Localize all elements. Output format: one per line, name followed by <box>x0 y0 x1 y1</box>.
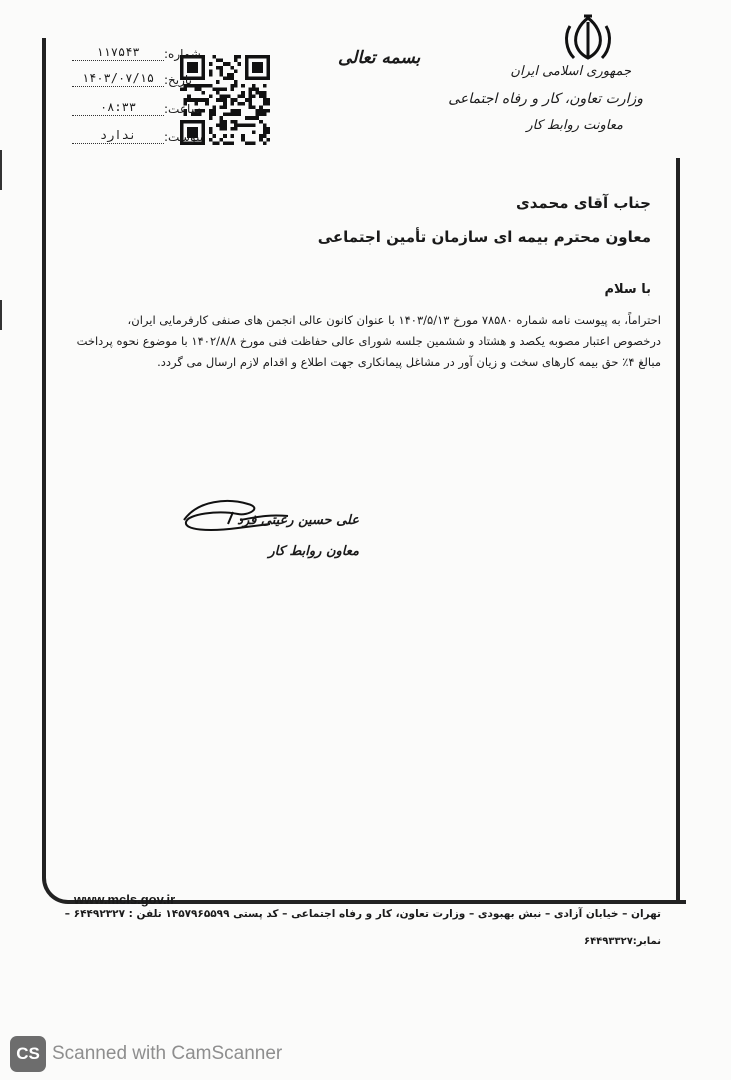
ministry-line-1: جمهوری اسلامی ایران <box>510 64 631 79</box>
footer-fax: نمابر:۶۴۴۹۳۳۲۷ <box>583 936 661 947</box>
addressee-name: جناب آقای محمدی <box>516 194 651 212</box>
website-link[interactable]: www.mcls.gov.ir <box>74 892 176 907</box>
page-border-right <box>676 158 680 902</box>
letter-body <box>76 310 661 373</box>
addressee-title: معاون محترم بیمه ای سازمان تأمین اجتماعی <box>317 228 651 246</box>
bismillah-heading: بسمه تعالی <box>338 48 421 68</box>
time-value: ۰۸:۳۳ <box>72 100 164 116</box>
number-value: ۱۱۷۵۴۳ <box>72 45 164 61</box>
meta-date <box>72 71 192 87</box>
meta-number <box>72 45 201 61</box>
camscanner-logo: CS <box>10 1036 46 1072</box>
date-label: تاریخ: <box>164 73 192 87</box>
body-line-2: درخصوص اعتبار مصوبه یکصد و هشتاد و ششمین جلسه شورای عالی حفاظت فنی مورخ ۱۴۰۲/۸/۸ با موضوع نحوه پرداخت <box>76 334 661 348</box>
body-line-3: مبالغ ۴٪ حق بیمه کارهای سخت و زیان آور در مشاغل پیمانکاری جهت اطلاع و اقدام لازم ارسال می گردد. <box>157 355 661 369</box>
scan-edge-mark <box>0 300 2 330</box>
number-label: شماره: <box>164 47 201 61</box>
time-label: ساعت: <box>164 102 201 116</box>
meta-time <box>72 100 201 116</box>
signer-name: علی حسین رعیتی فرد <box>237 513 359 528</box>
attachment-label: پیوست: <box>164 130 204 144</box>
page-border <box>42 38 686 904</box>
scan-edge-mark <box>0 150 2 190</box>
attachment-value: ندارد <box>72 128 164 144</box>
date-value: ۱۴۰۳/۰۷/۱۵ <box>72 71 164 87</box>
greeting: با سلام <box>604 282 651 297</box>
ministry-line-3: معاونت روابط کار <box>526 118 623 133</box>
meta-attachment <box>72 128 203 144</box>
body-line-1: احتراماً، به پیوست نامه شماره ۷۸۵۸۰ مورخ ۱۴۰۳/۵/۱۳ با عنوان کانون عالی انجمن های صنفی کارفرمایی ایران، <box>127 313 661 327</box>
footer-address: تهران – خیابان آزادی – نبش بهبودی – وزارت تعاون، کار و رفاه اجتماعی – کد پستی ۱۴۵۷۹۶۵۵۹۹ تلفن : ۶۴۴۹۲۳۲۷ – <box>64 908 661 920</box>
camscanner-watermark: Scanned with CamScanner <box>52 1043 283 1064</box>
signer-title: معاون روابط کار <box>268 544 359 559</box>
ministry-line-2: وزارت تعاون، کار و رفاه اجتماعی <box>448 91 643 107</box>
iran-emblem-icon <box>560 14 616 66</box>
